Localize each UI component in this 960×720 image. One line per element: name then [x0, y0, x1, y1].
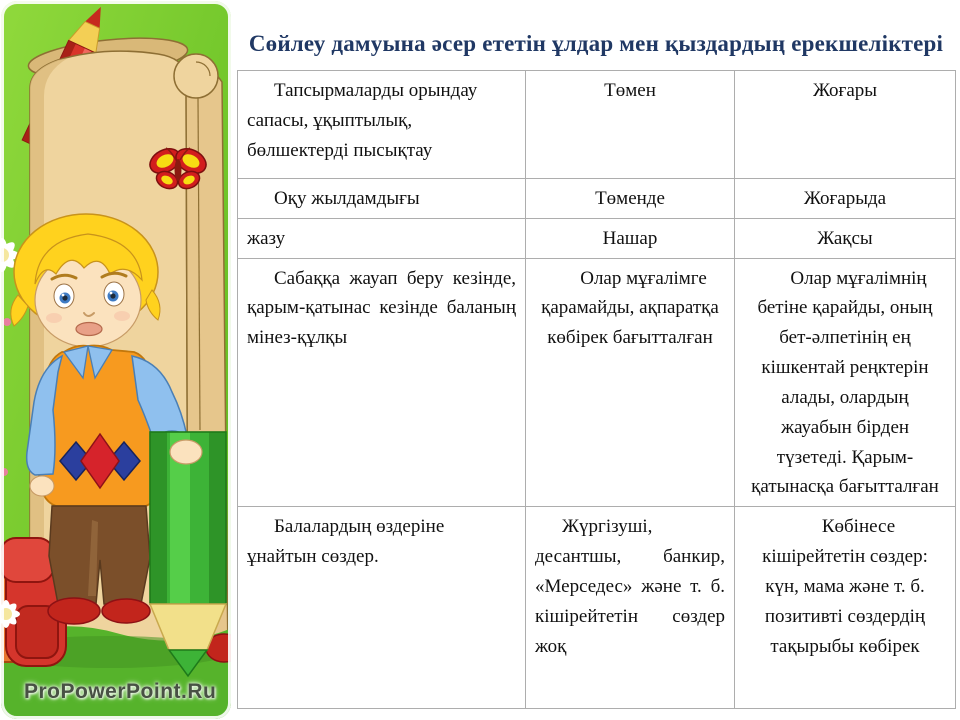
page-title: Сөйлеу дамуына әсер ететін ұлдар мен қыздардың ерекшеліктері [248, 31, 944, 56]
table-row [238, 258, 956, 507]
table-cell: Жүргізуші, десантшы, банкир, «Мерседес» және т. б. кішірейтетін сөздер жоқ [526, 507, 735, 709]
table-cell: жазу [238, 218, 526, 258]
table-row [238, 507, 956, 709]
table-cell: Төменде [526, 179, 735, 219]
content-area [237, 0, 955, 720]
table-cell: Олар мұғалімнің бетіне қарайды, оның бет-әлпетінің ең кішкентай реңктерін алады, олардың жауабын бірден түзетеді. Қарым-қатынасқа бағытталған [735, 258, 956, 507]
illustration-panel [0, 0, 232, 720]
table-cell: Жоғарыда [735, 179, 956, 219]
watermark: ProPowerPoint.Ru [24, 680, 217, 703]
table-row [238, 179, 956, 219]
table-cell: Тапсырмаларды орындау сапасы, ұқыптылық, бөлшектерді пысықтау [238, 71, 526, 179]
table-cell: Жақсы [735, 218, 956, 258]
illustration-svg [0, 0, 232, 720]
table-cell: Төмен [526, 71, 735, 179]
boy-hand [170, 440, 202, 464]
table-cell: Олар мұғалімге қарамайды, ақпаратқа көбірек бағытталған [526, 258, 735, 507]
table-cell: Оқу жылдамдығы [238, 179, 526, 219]
table-cell: Сабаққа жауап беру кезінде, қарым-қатынас кезінде баланың мінез-құлқы [238, 258, 526, 507]
table-cell: Көбінесе кішірейтетін сөздер: күн, мама және т. б. позитивті сөздердің тақырыбы көбірек [735, 507, 956, 709]
table-cell: Балалардың өздеріне ұнайтын сөздер. [238, 507, 526, 709]
table-cell: Нашар [526, 218, 735, 258]
table-cell: Жоғары [735, 71, 956, 179]
table-row [238, 218, 956, 258]
table-row [238, 71, 956, 179]
comparison-table [237, 70, 956, 709]
